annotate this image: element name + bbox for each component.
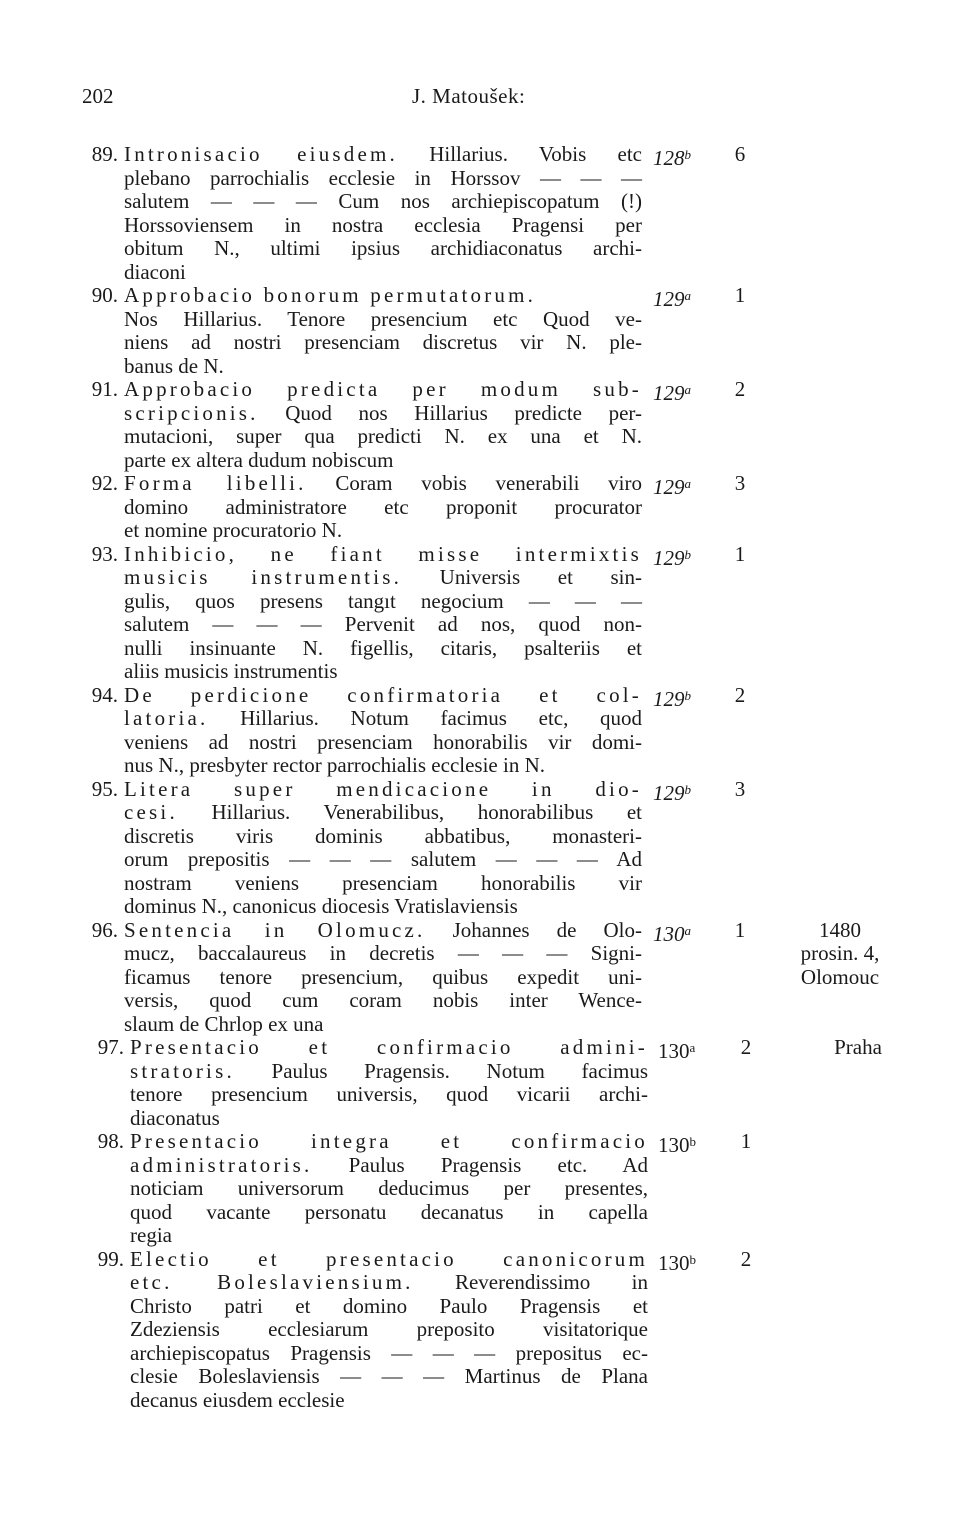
margin-note-line: Praha [834,1035,882,1059]
entry-line [130,1130,648,1154]
entry-line: nostram veniens presenciam honorabilis vir [124,870,642,895]
entry-line: Horssoviensem in nostra ecclesia Pragensi per [124,212,642,237]
entry-number: 92. [91,471,118,495]
entry-number: 99. [97,1246,124,1271]
margin-note-line: prosin. 4, [800,941,880,965]
entry-text [124,684,642,778]
entry-line [124,778,642,802]
column-number: 1 [734,917,746,942]
column-number: 2 [734,377,746,401]
column-number: 6 [734,142,746,166]
entry-line: et nomine procuratorio N. [124,518,343,542]
entry-number: 96. [91,917,118,942]
entry-number: 98. [97,1129,124,1153]
entry-title: De perdicione confirmatoria et col- [124,682,642,707]
running-head: J. Matoušek: [412,84,526,108]
entry-line: aliis musicis instrumentis [124,659,338,683]
entry-title-cont: stratoris. [130,1058,235,1083]
entry-title: Forma libelli. [124,471,307,495]
entry-text [124,543,642,684]
entry-line [130,1036,648,1060]
folio-side: a [684,382,691,397]
folio-side: b [684,147,691,162]
entry-line: noticiam universorum deducimus per presentes, [130,1176,648,1200]
folio-side: b [684,781,691,797]
entry-title-cont: scripcionis. [124,400,259,425]
folio-side: b [684,546,691,562]
entry-title: Presentacio et confirmacio admini- [130,1035,648,1059]
entry-title: Inhibicio, ne fiant misse intermixtis [124,541,642,566]
entry-line [124,543,642,567]
entry-line: nulli insinuante N. figellis, citaris, psalteriis et [124,635,642,660]
entry-line: archiepiscopatus Pragensis — — — prepositus ec- [130,1340,648,1365]
column-number: 2 [734,682,746,707]
entry-number: 95. [91,776,118,801]
folio-side: b [689,1134,696,1149]
entry-line: tenore presencium universis, quod vicarii archi- [130,1082,648,1106]
entry-line: Forma libelli. Coram vobis venerabili viro [124,471,642,495]
entry-title: Litera super mendicacione in dio- [124,776,642,801]
entry-title: Intronisacio eiusdem. [124,142,398,166]
entry-line [124,284,642,308]
entry-line: administratoris. Paulus Pragensis etc. Ad [130,1152,648,1177]
margin-note-line: 1480 [819,917,861,942]
entry-line [124,378,642,402]
entry-line: decanus eiusdem ecclesie [130,1387,345,1412]
folio-reference: 129$^b$ [653,686,691,711]
folio-side: a [689,1040,696,1055]
folio-reference: 128$^b$ [653,146,691,170]
entry-title: Approbacio predicta per modum sub- [124,377,642,401]
entry-text [124,919,642,1037]
entry-text [130,1036,648,1130]
entry-line: Christo patri et domino Paulo Pragensis et [130,1293,648,1318]
entry-line: dominus N., canonicus diocesis Vratislaviensis [124,894,518,918]
margin-note [770,919,910,990]
entry-number: 93. [91,541,118,566]
entry-line: clesie Boleslaviensis — — — Martinus de Plana [130,1364,648,1388]
folio-reference: 129$^b$ [653,780,691,805]
column-number: 1 [734,283,746,307]
folio-side: b [684,687,691,703]
entry-text [124,472,642,543]
entry-line: salutem — — — Cum nos archiepiscopatum (!) [124,189,642,213]
column-number: 2 [740,1246,752,1271]
entry-line: cesi. Hillarius. Venerabilibus, honorabilibus et [124,800,642,824]
entry-line: stratoris. Paulus Pragensis. Notum facimus [130,1058,648,1083]
entry-line: plebano parrochialis ecclesie in Horssov — — — [124,165,642,190]
entry-line: quod vacante personatu decanatus in capella [130,1199,648,1224]
entry-line: diaconi [124,259,186,284]
entry-line: banus de N. [124,353,224,378]
entry-line: etc. Boleslaviensium. Reverendissimo in [130,1270,648,1294]
entry-title-cont: etc. Boleslaviensium. [130,1270,414,1294]
entry-number: 89. [91,142,118,166]
folio-reference: 129$^a$ [653,381,691,405]
entry-line: Zdeziensis ecclesiarum preposito visitatorique [130,1317,648,1341]
entry-title-cont: cesi. [124,800,178,824]
entry-line: parte ex altera dudum nobiscum [124,447,394,472]
entry-line: domino administratore etc proponit procurator [124,494,642,519]
folio-reference: 130$^b$ [658,1250,696,1275]
entry-line: versis, quod cum coram nobis inter Wence- [124,988,642,1012]
entry-number: 94. [91,682,118,707]
entry-line: niens ad nostri presenciam discretus vir N. ple- [124,330,642,354]
entry-number: 97. [97,1035,124,1059]
entry-title: Sentencia in Olomucz. [124,917,426,942]
entry-line: discretis viris dominis abbatibus, monasteri- [124,823,642,848]
folio-reference: 130$^b$ [658,1133,696,1157]
folio-side: b [689,1251,696,1267]
entry-text [124,378,642,472]
entry-line: nus N., presbyter rector parrochialis ecclesie in N. [124,753,546,777]
column-number: 1 [740,1129,752,1153]
entry-line [124,684,642,708]
folio-reference: 130$^a$ [658,1039,696,1063]
entry-text [124,778,642,919]
entry-line: veniens ad nostri presenciam honorabilis vir domi- [124,729,642,754]
entry-title-cont: administratoris. [130,1152,313,1177]
page-header [82,84,842,110]
entry-line: obitum N., ultimi ipsius archidiaconatus archi- [124,236,642,260]
entry-line: Nos Hillarius. Tenore presencium etc Quod ve- [124,306,642,331]
folio-reference: 129$^a$ [653,475,691,499]
page-number: 202 [82,84,114,108]
entry-line: latoria. Hillarius. Notum facimus etc, quod [124,706,642,730]
folio-reference: 129$^b$ [653,545,691,570]
entry-line: regia [130,1223,172,1247]
column-number: 3 [734,776,746,801]
entry-number: 90. [91,283,118,307]
entry-line: ficamus tenore presencium, quibus expedit uni- [124,964,642,989]
entry-line: Sentencia in Olomucz. Johannes de Olo- [124,917,642,942]
folio-reference: 129$^a$ [653,287,691,311]
margin-note-line: Olomouc [800,964,880,989]
folio-side: a [684,288,691,303]
entry-line: musicis instrumentis. Universis et sin- [124,565,643,589]
entry-line: salutem — — — Pervenit ad nos, quod non- [124,612,642,636]
folio-side: a [684,476,691,491]
folio-reference: 130$^a$ [653,921,691,946]
entry-line: scripcionis. Quod nos Hillarius predicte per- [124,400,642,425]
column-number: 1 [734,541,746,566]
entry-line: gulis, quos presens tangıt negocium — — — [124,588,642,613]
entry-title: Approbacio bonorum permutatorum. [124,283,537,307]
entry-number: 91. [91,377,118,401]
entry-line: mucz, baccalaureus in decretis — — — Signi- [124,941,642,965]
entry-line: diaconatus [130,1105,220,1130]
entry-title-cont: latoria. [124,706,209,730]
margin-note [788,1036,928,1060]
entry-line [130,1248,648,1272]
entry-text [124,143,642,284]
entry-title: Electio et presentacio canonicorum [130,1246,648,1271]
entry-text [124,284,642,378]
entry-title: Presentacio integra et confirmacio [130,1129,648,1153]
entry-title-cont: musicis instrumentis. [124,565,403,589]
entry-text [130,1130,648,1248]
entry-line: slaum de Chrlop ex una [124,1011,324,1036]
column-number: 3 [734,471,746,495]
column-number: 2 [740,1035,752,1059]
entry-line: orum prepositis — — — salutem — — — Ad [124,847,642,871]
entry-line: mutacioni, super qua predicti N. ex una et N. [124,424,642,448]
entry-line: Intronisacio eiusdem. Hillarius. Vobis etc [124,142,642,166]
folio-side: a [684,922,691,938]
entry-text [130,1248,648,1413]
